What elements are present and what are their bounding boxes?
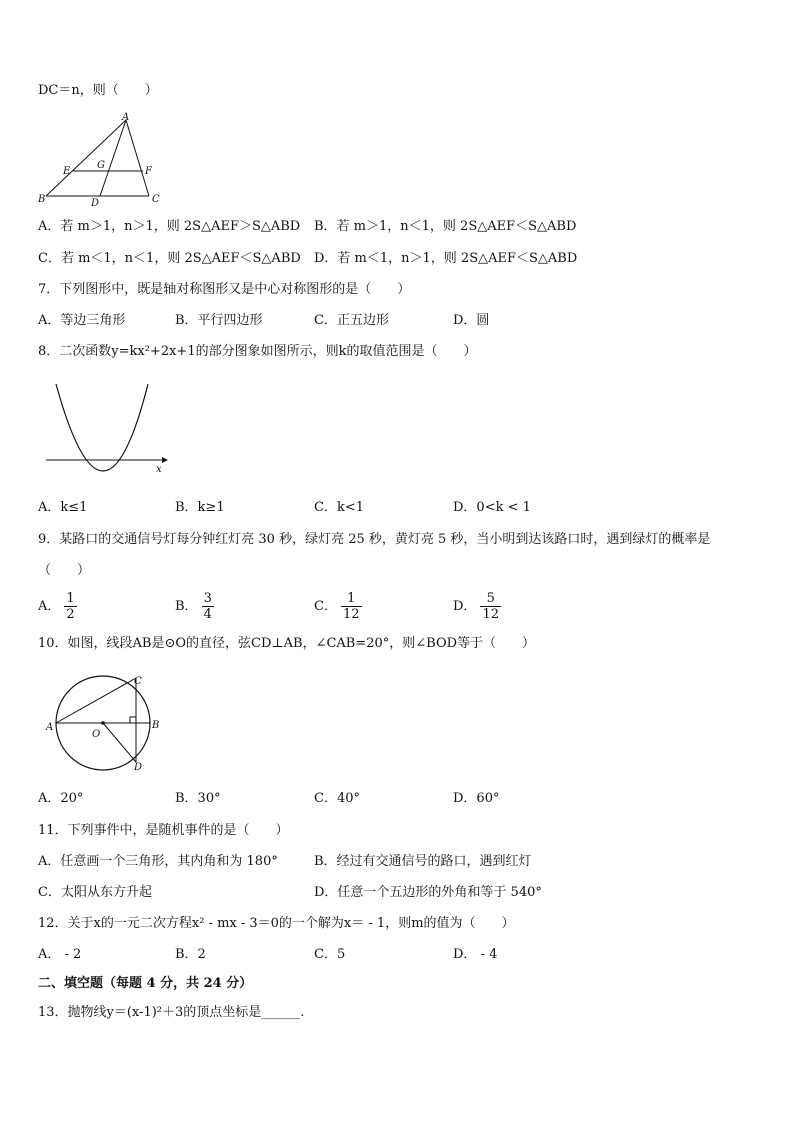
fraction: $\frac{5}{12}$ — [482, 591, 499, 622]
center-dot — [101, 721, 105, 725]
label-E: E — [63, 166, 71, 177]
q10-option-d: D．60° — [453, 791, 500, 806]
q7-option-c: C．正五边形 — [314, 313, 389, 328]
fraction: $\frac{1}{2}$ — [66, 591, 75, 622]
q8-option-b: B．k≥1 — [175, 500, 225, 515]
parabola-graph — [44, 378, 174, 476]
q11-option-b: B．经过有交通信号的路口，遇到红灯 — [314, 854, 532, 869]
question-13-stem: 13．抛物线y＝(x-1)²＋3的顶点坐标是______. — [38, 1005, 305, 1020]
question-8-stem: 8．二次函数y=kx²+2x+1的部分图象如图所示，则k的取值范围是（ ） — [38, 344, 477, 359]
q8-option-a: A．k≤1 — [38, 500, 88, 515]
q12-option-a: A． - 2 — [38, 947, 82, 962]
x-axis-arrow — [162, 457, 168, 463]
q6-option-b: B．若 m＞1，n＜1，则 2S△AEF＜S△ABD — [314, 219, 577, 234]
label-A: A — [122, 112, 130, 123]
fraction: $\frac{1}{12}$ — [342, 591, 360, 622]
q8-option-d: D．0<k < 1 — [453, 500, 531, 515]
question-9-stem-line1: 9．某路口的交通信号灯每分钟红灯亮 30 秒，绿灯亮 25 秒，黄灯亮 5 秒，当小明到达该路口时，遇到绿灯的概率是 — [38, 532, 711, 547]
question-12-stem: 12．关于x的一元二次方程x² - mx - 3＝0的一个解为x＝ - 1，则m的值为（ ） — [38, 916, 515, 931]
q9-option-a: A． $\frac{1}{2}$ — [38, 591, 75, 622]
q8-option-c: C．k<1 — [314, 500, 364, 515]
segment-AD — [100, 120, 126, 196]
q10-option-a: A．20° — [38, 791, 84, 806]
circle-figure — [40, 668, 170, 778]
label-B: B — [152, 720, 160, 731]
question-7-stem: 7．下列图形中，既是轴对称图形又是中心对称图形的是（ ） — [38, 282, 411, 297]
section-heading: 二、填空题（每题 4 分，共 24 分） — [38, 976, 253, 991]
question-6-stem-tail: DC＝n，则（ ） — [38, 83, 158, 98]
segment-AB — [46, 120, 126, 196]
q7-option-b: B．平行四边形 — [175, 313, 263, 328]
q10-option-c: C．40° — [314, 791, 360, 806]
label-O: O — [92, 729, 101, 740]
q12-option-c: C．5 — [314, 947, 346, 962]
q9-option-c: C． $\frac{1}{12}$ — [314, 591, 360, 622]
q11-option-c: C．太阳从东方升起 — [38, 885, 152, 900]
label-C: C — [134, 676, 142, 687]
right-angle-mark — [130, 717, 136, 723]
label-A: A — [46, 722, 54, 733]
q11-option-a: A．任意画一个三角形，其内角和为 180° — [38, 854, 278, 869]
parabola-curve — [56, 384, 148, 471]
triangle-figure — [36, 112, 166, 208]
radius-OD — [103, 723, 136, 762]
label-F: F — [145, 166, 152, 177]
q10-option-b: B．30° — [175, 791, 221, 806]
question-10-stem: 10．如图，线段AB是⊙O的直径，弦CD⊥AB，∠CAB=20°，则∠BOD等于（ ） — [38, 636, 536, 651]
label-B: B — [38, 194, 46, 205]
segment-AC — [126, 120, 149, 196]
label-G: G — [97, 160, 105, 171]
q12-option-d: D． - 4 — [453, 947, 498, 962]
q7-option-a: A．等边三角形 — [38, 313, 126, 328]
q9-option-d: D． $\frac{5}{12}$ — [453, 591, 499, 622]
q6-option-a: A．若 m＞1，n＞1，则 2S△AEF＞S△ABD — [38, 219, 301, 234]
label-C: C — [152, 194, 160, 205]
question-11-stem: 11．下列事件中，是随机事件的是（ ） — [38, 823, 289, 838]
fraction: $\frac{3}{4}$ — [203, 591, 212, 622]
q6-option-d: D．若 m＜1，n＞1，则 2S△AEF＜S△ABD — [314, 251, 578, 266]
question-9-stem-line2: （ ） — [38, 563, 91, 578]
q7-option-d: D．圆 — [453, 313, 490, 328]
q12-option-b: B．2 — [175, 947, 206, 962]
label-D: D — [134, 762, 143, 773]
q6-option-c: C．若 m＜1，n＜1，则 2S△AEF＜S△ABD — [38, 251, 301, 266]
q9-option-b: B． $\frac{3}{4}$ — [175, 591, 212, 622]
q11-option-d: D．任意一个五边形的外角和等于 540° — [314, 885, 542, 900]
x-axis-label: x — [156, 464, 162, 475]
label-D: D — [91, 198, 100, 208]
chord-AC — [56, 678, 136, 723]
